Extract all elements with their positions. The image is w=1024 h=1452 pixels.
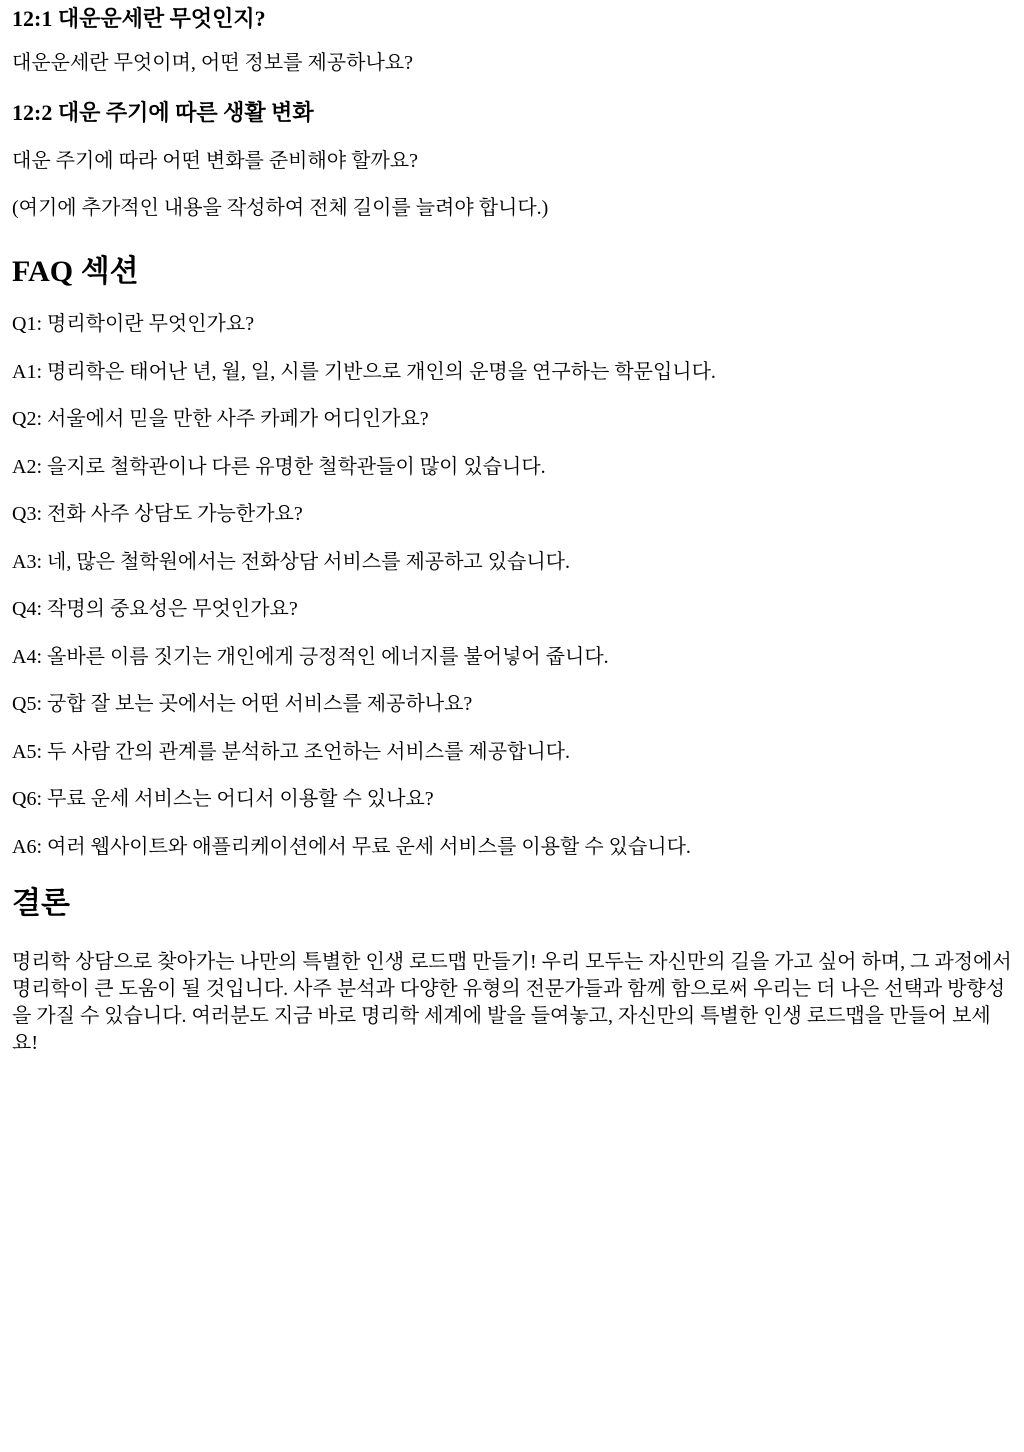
- faq-heading: FAQ 섹션: [12, 255, 139, 288]
- faq-answer-2: A2: 을지로 철학관이나 다른 유명한 철학관들이 많이 있습니다.: [12, 455, 546, 478]
- faq-answer-4: A4: 올바른 이름 짓기는 개인에게 긍정적인 에너지를 불어넣어 줍니다.: [12, 645, 609, 668]
- faq-list: [12, 311, 1012, 860]
- faq-answer-3: A3: 네, 많은 철학원에서는 전화상담 서비스를 제공하고 있습니다.: [12, 550, 570, 573]
- placeholder-note: (여기에 추가적인 내용을 작성하여 전체 길이를 늘려야 합니다.): [12, 197, 549, 219]
- section-heading-daeun-cycle: 12:2 대운 주기에 따른 생활 변화: [12, 100, 314, 125]
- faq-question-3: Q3: 전화 사주 상담도 가능한가요?: [12, 503, 303, 525]
- faq-question-6: Q6: 무료 운세 서비스는 어디서 이용할 수 있나요?: [12, 788, 434, 810]
- faq-question-4: Q4: 작명의 중요성은 무엇인가요?: [12, 598, 298, 620]
- section-heading-daeun-meaning: 12:1 대운운세란 무엇인지?: [12, 6, 266, 31]
- faq-answer-5: A5: 두 사람 간의 관계를 분석하고 조언하는 서비스를 제공합니다.: [12, 740, 570, 763]
- faq-question-2: Q2: 서울에서 믿을 만한 사주 카페가 어디인가요?: [12, 408, 429, 430]
- faq-answer-6: A6: 여러 웹사이트와 애플리케이션에서 무료 운세 서비스를 이용할 수 있습니다.: [12, 835, 691, 858]
- document-page: [0, 4, 1024, 1057]
- faq-question-5: Q5: 궁합 잘 보는 곳에서는 어떤 서비스를 제공하나요?: [12, 693, 473, 715]
- section-paragraph-daeun-cycle: 대운 주기에 따라 어떤 변화를 준비해야 할까요?: [12, 150, 418, 172]
- faq-answer-1: A1: 명리학은 태어난 년, 월, 일, 시를 기반으로 개인의 운명을 연구하는 학문입니다.: [12, 360, 716, 383]
- conclusion-paragraph: 명리학 상담으로 찾아가는 나만의 특별한 인생 로드맵 만들기! 우리 모두는 자신만의 길을 가고 싶어 하며, 그 과정에서 명리학이 큰 도움이 될 것입니다. 사주 분석과 다양한 유형의 전문가들과 함께 함으로써 우리는 더 나은 선택과 방향성을 가질 수 있습니다. 여러분도 지금 바로 명리학 세계에 발을 들여놓고, 자신만의 특별한 인생 로드맵을 만들어 보세요!: [12, 950, 1012, 1054]
- conclusion-heading: 결론: [12, 886, 70, 920]
- faq-question-1: Q1: 명리학이란 무엇인가요?: [12, 313, 255, 335]
- section-paragraph-daeun-meaning: 대운운세란 무엇이며, 어떤 정보를 제공하나요?: [12, 52, 413, 74]
